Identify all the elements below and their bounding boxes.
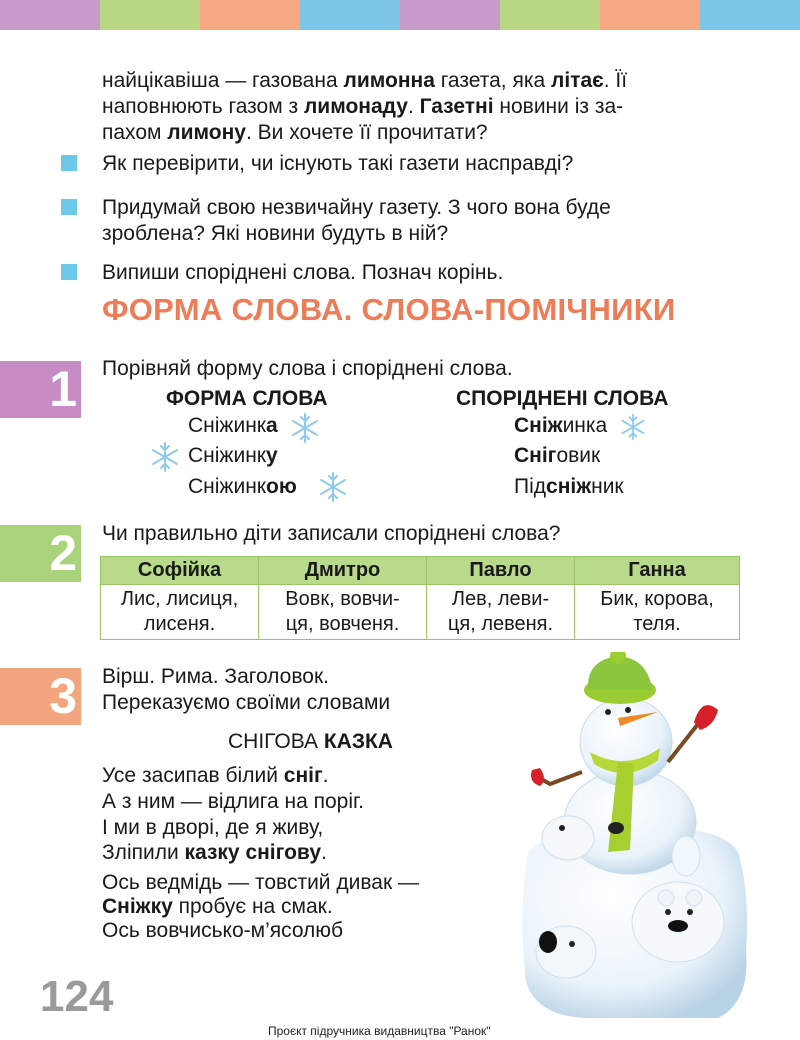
poem-line: Ось вовчисько-м’ясолюб — [102, 919, 344, 942]
snowflake-icon — [316, 470, 350, 504]
intro-line-3: пахом лимону. Ви хочете її прочитати? — [102, 121, 488, 144]
exercise-3-line-2: Переказуємо своїми словами — [102, 691, 391, 714]
table-cell: Лев, леви- ця, левеня. — [427, 585, 575, 640]
exercise-number-2: 2 — [0, 525, 81, 582]
stripe-segment — [600, 0, 700, 30]
poem-line: Ось ведмідь — товстий дивак — — [102, 871, 419, 894]
publisher-footer: Проєкт підручника видавництва "Ранок" — [268, 1024, 491, 1038]
color-stripe-bar — [0, 0, 800, 30]
task-write-related-words: Випиши споріднені слова. Познач корінь. — [102, 261, 504, 284]
stripe-segment — [100, 0, 200, 30]
intro-line-1: найцікавіша — газована лимонна газета, яка літає. Її — [102, 69, 628, 92]
poem-line: А з ним — відлига на поріг. — [102, 790, 364, 813]
table-cell: Вовк, вовчи- ця, вовченя. — [259, 585, 427, 640]
table-cell: Бик, корова, теля. — [575, 585, 740, 640]
stripe-segment — [0, 0, 100, 30]
task-invent-newspaper-2: зроблена? Які новини будуть в ній? — [102, 222, 449, 245]
poem-line: Сніжку пробує на смак. — [102, 895, 333, 918]
task-check-newspapers: Як перевірити, чи існують такі газети насправді? — [102, 152, 574, 175]
snowflake-icon — [618, 412, 648, 442]
exercise-number-3: 3 — [0, 668, 81, 725]
stripe-segment — [500, 0, 600, 30]
section-heading: ФОРМА СЛОВА. СЛОВА-ПОМІЧНИКИ — [102, 292, 676, 327]
stripe-segment — [400, 0, 500, 30]
related-word-item: Сніжинка — [514, 414, 608, 437]
stripe-segment — [300, 0, 400, 30]
table-header-cell: Ганна — [575, 557, 740, 585]
word-form-item: Сніжинку — [188, 444, 278, 467]
task-bullet — [61, 199, 77, 215]
exercise-2-question: Чи правильно діти записали споріднені слова? — [102, 522, 561, 545]
snowflake-icon — [148, 440, 182, 474]
snowman-illustration — [518, 652, 750, 1022]
task-invent-newspaper-1: Придумай свою незвичайну газету. З чого вона буде — [102, 196, 611, 219]
word-form-item: Сніжинка — [188, 414, 278, 437]
table-header-row — [101, 557, 740, 585]
poem-line: Зліпили казку снігову. — [102, 841, 327, 864]
task-bullet — [61, 264, 77, 280]
table-header-cell: Дмитро — [259, 557, 427, 585]
poem-line: Усе засипав білий сніг. — [102, 764, 329, 787]
exercise-1-instruction: Порівняй форму слова і споріднені слова. — [102, 357, 513, 380]
related-word-item: Сніговик — [514, 444, 601, 467]
exercise-3-line-1: Вірш. Рима. Заголовок. — [102, 665, 329, 688]
word-form-item: Сніжинкою — [188, 475, 297, 498]
table-header-cell: Павло — [427, 557, 575, 585]
stripe-segment — [200, 0, 300, 30]
intro-line-2: наповнюють газом з лимонаду. Газетні новини із за- — [102, 95, 624, 118]
related-words-table — [100, 556, 740, 640]
poem-title: СНІГОВА КАЗКА — [228, 730, 393, 753]
column-title-related-words: СПОРІДНЕНІ СЛОВА — [456, 387, 669, 410]
column-title-word-form: ФОРМА СЛОВА — [166, 387, 328, 410]
related-word-item: Підсніжник — [514, 475, 624, 498]
snowflake-icon — [288, 411, 322, 445]
table-header-cell: Софійка — [101, 557, 259, 585]
stripe-segment — [700, 0, 800, 30]
exercise-number-1: 1 — [0, 361, 81, 418]
task-bullet — [61, 155, 77, 171]
table-cell: Лис, лисиця, лисеня. — [101, 585, 259, 640]
poem-line: І ми в дворі, де я живу, — [102, 816, 324, 839]
table-row — [101, 585, 740, 640]
page-number: 124 — [40, 972, 114, 1021]
